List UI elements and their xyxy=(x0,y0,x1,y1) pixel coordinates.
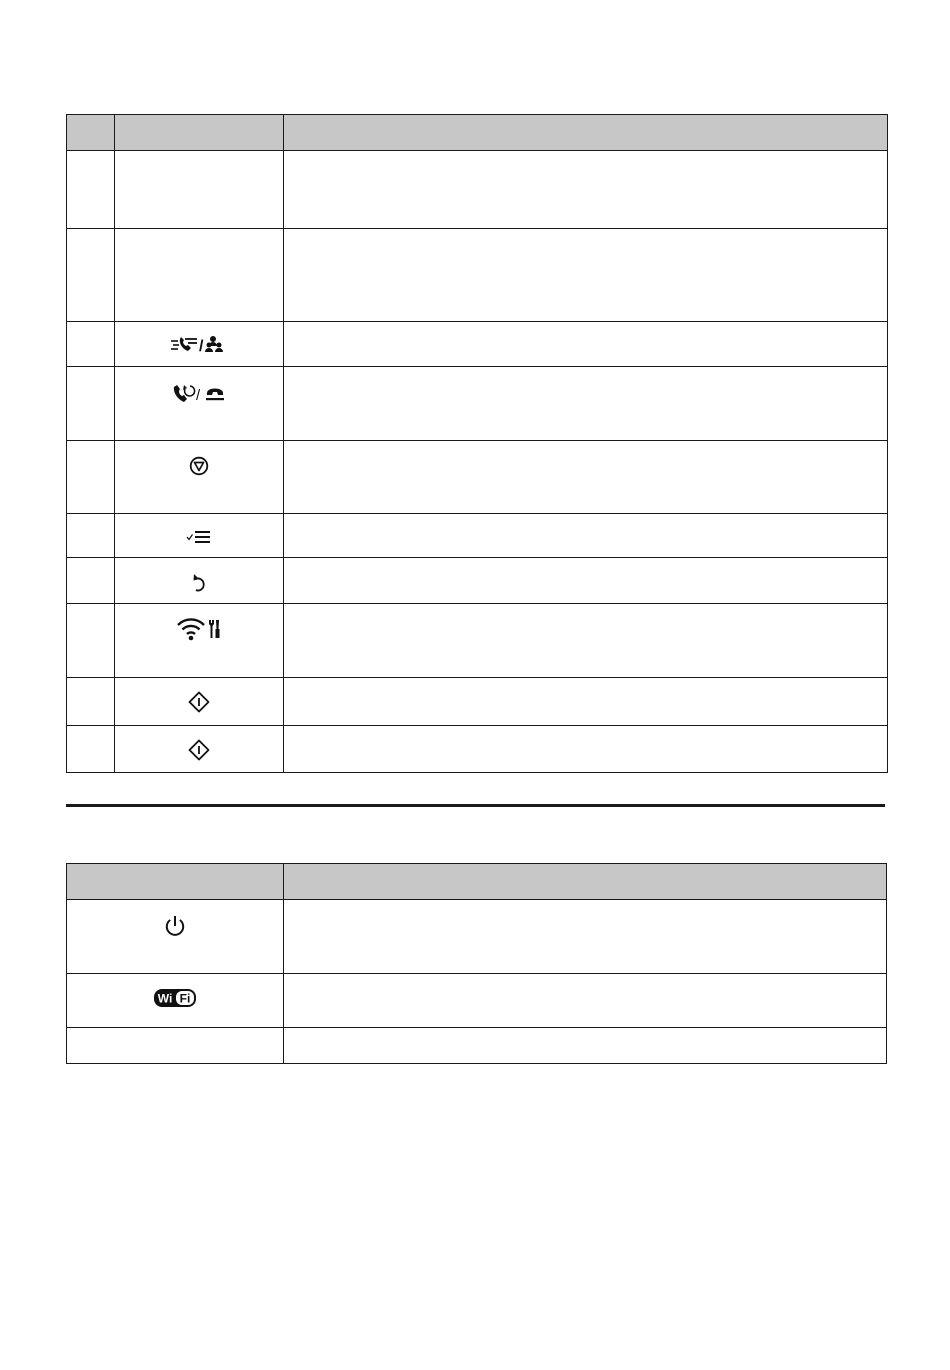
table-row xyxy=(67,514,888,558)
description-cell xyxy=(284,604,888,678)
number-cell xyxy=(67,322,115,367)
wifi-setup-icon xyxy=(175,617,223,641)
description-cell xyxy=(284,726,888,773)
wifi-badge-left-text: Wi xyxy=(157,991,173,1006)
buttons-table xyxy=(66,114,888,773)
light-cell xyxy=(67,974,284,1028)
table-row xyxy=(67,678,888,726)
button-cell xyxy=(115,604,284,678)
table-row xyxy=(67,604,888,678)
description-cell xyxy=(284,151,888,229)
table-header-row xyxy=(67,115,888,151)
number-cell xyxy=(67,514,115,558)
lights-table xyxy=(66,863,887,1064)
button-cell xyxy=(115,367,284,441)
header-button-cell xyxy=(115,115,284,151)
number-cell xyxy=(67,441,115,514)
power-icon xyxy=(163,914,187,938)
table-row xyxy=(67,974,887,1028)
number-cell xyxy=(67,229,115,322)
table-header-row xyxy=(67,864,887,900)
fax-send-contacts-icon xyxy=(169,334,229,356)
description-cell xyxy=(284,441,888,514)
header-number-cell xyxy=(67,115,115,151)
svg-text:/: / xyxy=(199,338,204,355)
number-cell xyxy=(67,678,115,726)
description-cell xyxy=(284,322,888,367)
number-cell xyxy=(67,367,115,441)
table-row xyxy=(67,1028,887,1064)
number-cell xyxy=(67,604,115,678)
button-cell xyxy=(115,726,284,773)
button-cell xyxy=(115,441,284,514)
description-cell xyxy=(284,514,888,558)
back-icon xyxy=(191,571,207,593)
description-cell xyxy=(284,678,888,726)
redial-onhook-icon xyxy=(171,383,227,405)
description-cell xyxy=(284,1028,887,1064)
button-cell xyxy=(115,151,284,229)
stop-icon xyxy=(189,456,209,476)
description-cell xyxy=(284,367,888,441)
button-cell xyxy=(115,322,284,367)
description-cell xyxy=(284,229,888,322)
button-cell xyxy=(115,514,284,558)
header-description-cell xyxy=(284,864,887,900)
description-cell xyxy=(284,900,887,974)
header-light-cell xyxy=(67,864,284,900)
table-row xyxy=(67,229,888,322)
number-cell xyxy=(67,151,115,229)
table-row xyxy=(67,322,888,367)
table-row xyxy=(67,441,888,514)
table-row xyxy=(67,367,888,441)
section-divider xyxy=(66,804,885,807)
svg-text:/: / xyxy=(196,387,201,404)
wifi-badge-right-text: Fi xyxy=(179,991,191,1006)
table-row xyxy=(67,558,888,604)
start-icon xyxy=(188,739,210,761)
start-icon xyxy=(188,691,210,713)
light-cell xyxy=(67,900,284,974)
table-row xyxy=(67,726,888,773)
light-cell xyxy=(67,1028,284,1064)
number-cell xyxy=(67,726,115,773)
button-cell xyxy=(115,678,284,726)
table-row xyxy=(67,900,887,974)
menu-list-icon xyxy=(186,529,212,545)
table-row xyxy=(67,151,888,229)
button-cell xyxy=(115,558,284,604)
wifi-badge-icon xyxy=(153,988,197,1008)
description-cell xyxy=(284,974,887,1028)
header-description-cell xyxy=(284,115,888,151)
button-cell xyxy=(115,229,284,322)
description-cell xyxy=(284,558,888,604)
number-cell xyxy=(67,558,115,604)
